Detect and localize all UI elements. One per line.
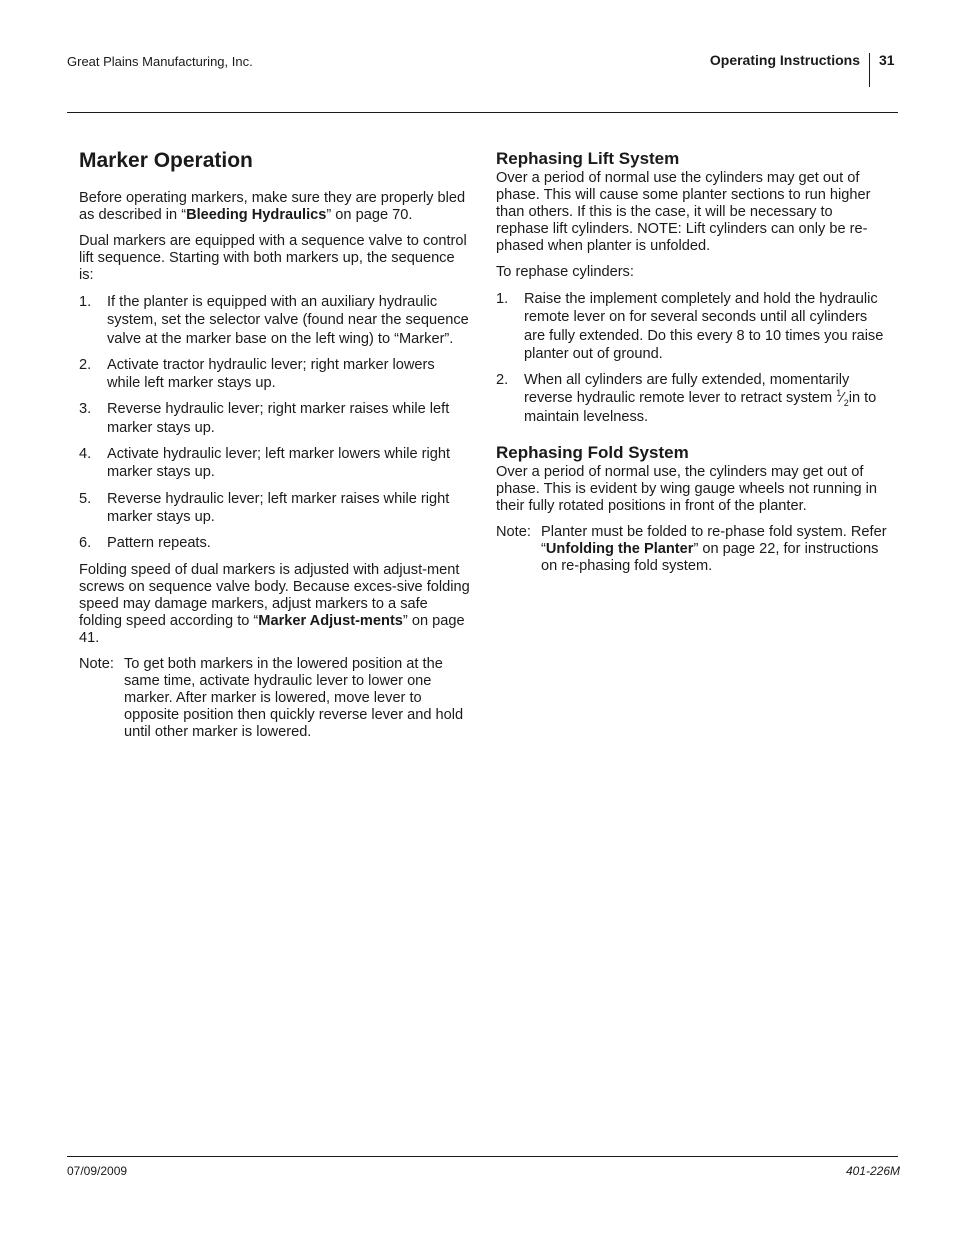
- header-section-title: Operating Instructions: [709, 52, 860, 68]
- section-title-rephasing-lift: Rephasing Lift System: [496, 149, 680, 168]
- list-item: 1. Raise the implement completely and hold the hydraulic remote lever on for several seconds until all cylinders are fully extended. Do this every 8 to 10 times you raise planter out of ground.: [496, 291, 884, 362]
- fold-note: [496, 524, 888, 575]
- note-text: To get both markers in the lowered position at the same time, activate hydraulic lever to lower one marker. After marker is lowered, move lever to opposite position then quickly reverse lever and hold until other marker is lowered.: [124, 655, 464, 740]
- sequence-valve-paragraph: Dual markers are equipped with a sequence valve to control lift sequence. Starting with both markers up, the sequence is:: [79, 233, 467, 283]
- section-title-rephasing-fold: Rephasing Fold System: [496, 443, 689, 463]
- section-title-marker-operation: Marker Operation: [79, 149, 253, 172]
- list-item: 6. Pattern repeats.: [79, 535, 211, 552]
- header-rule: [67, 112, 898, 113]
- footer-rule: [67, 1156, 898, 1157]
- list-item: 2. Activate tractor hydraulic lever; right marker lowers while left marker stays up.: [79, 356, 435, 392]
- marker-sequence-list: [79, 293, 471, 553]
- folding-speed-paragraph: Folding speed of dual markers is adjusted with adjust-ment screws on sequence valve body. Because exces-sive folding speed may damage markers, adjust markers to a safe folding speed according to “Marker Adjust-ments” on page 41.: [79, 561, 470, 646]
- list-item: 1. If the planter is equipped with an auxiliary hydraulic system, set the selector valve (found near the sequence valve at the marker base on the left wing) to “Marker”.: [79, 294, 469, 347]
- rephase-lead-paragraph: To rephase cylinders:: [496, 264, 634, 280]
- lift-intro-paragraph: Over a period of normal use the cylinders may get out of phase. This will cause some planter sections to run higher than others. If this is the case, it will be necessary to rephase lift cylinders. NOTE: Lift cylinders can only be re-phased when planter is unfolded.: [496, 170, 871, 254]
- note-label: Note:: [496, 524, 531, 541]
- list-item: 5. Reverse hydraulic lever; left marker raises while right marker stays up.: [79, 490, 450, 525]
- marker-intro-paragraph: Before operating markers, make sure they are properly bled as described in “Bleeding Hydraulics” on page 70.: [79, 190, 466, 223]
- note-label: Note:: [79, 655, 114, 672]
- page-number: 31: [879, 52, 895, 68]
- link-marker-adjustments: Marker Adjust-ments: [258, 612, 403, 629]
- list-item: 2. When all cylinders are fully extended, momentarily reverse hydraulic remote lever to retract system $^1⁄_2in$ to maintain levelness.: [496, 372, 877, 425]
- right-column: [496, 148, 888, 584]
- fraction-half: $^1⁄_2$: [836, 388, 849, 409]
- link-unfolding-the-planter: Unfolding the Planter: [545, 541, 694, 558]
- note-text: Planter must be folded to re-phase fold system. Refer “Unfolding the Planter” on page 22, for instructions on re-phasing fold system.: [541, 524, 887, 575]
- rephase-steps-list: [496, 290, 888, 426]
- header-divider: [869, 53, 870, 87]
- footer-date: 07/09/2009: [67, 1164, 128, 1178]
- left-column: [79, 148, 471, 750]
- list-item: 3. Reverse hydraulic lever; right marker raises while left marker stays up.: [79, 401, 450, 436]
- footer-doc-code: 401-226M: [845, 1164, 900, 1178]
- fold-intro-paragraph: Over a period of normal use, the cylinders may get out of phase. This is evident by wing gauge wheels not running in their fully rotated positions in front of the planter.: [496, 464, 878, 515]
- link-bleeding-hydraulics: Bleeding Hydraulics: [186, 207, 327, 223]
- marker-note: [79, 656, 471, 741]
- list-item: 4. Activate hydraulic lever; left marker lowers while right marker stays up.: [79, 446, 451, 481]
- header-company: Great Plains Manufacturing, Inc.: [67, 54, 253, 69]
